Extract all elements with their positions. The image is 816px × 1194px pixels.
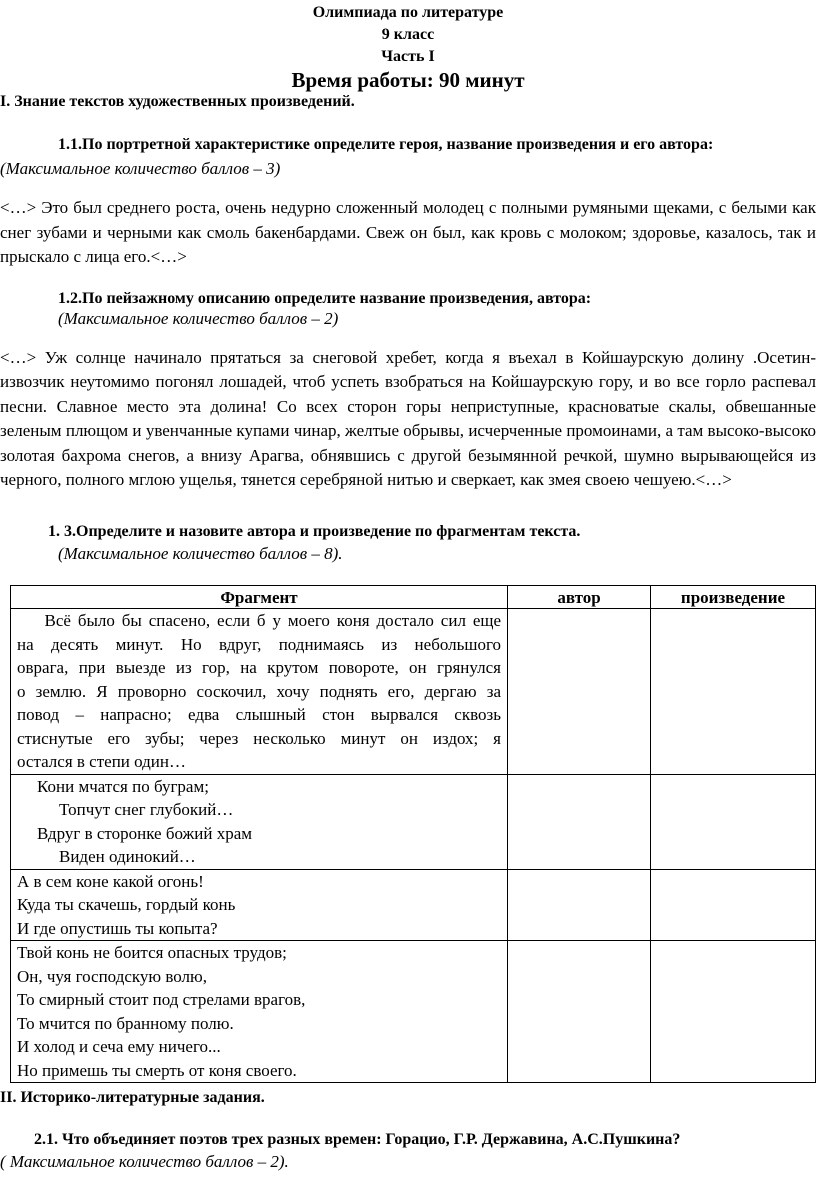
fragment-line: Кони мчатся по буграм;	[37, 776, 209, 796]
table-header-row	[11, 586, 816, 609]
fragment-line: повод – напрасно; едва слышный стон вырвался сквозь	[17, 705, 501, 724]
part-label: Часть I	[381, 48, 435, 65]
section-2-title: II. Историко-литературные задания.	[0, 1089, 265, 1106]
work-answer-cell[interactable]	[651, 869, 816, 941]
work-answer-cell[interactable]	[651, 941, 816, 1083]
author-answer-cell[interactable]	[508, 941, 651, 1083]
fragments-table	[10, 585, 816, 1083]
author-answer-cell[interactable]	[508, 609, 651, 775]
task-1-3-heading: 1. 3.Определите и назовите автора и произведение по фрагментам текста.	[48, 523, 581, 540]
fragment-line: То мчится по бранному полю.	[17, 1013, 234, 1033]
task-1-2-text: <…> Уж солнце начинало прятаться за снеговой хребет, когда я въехал в Койшаурскую долину .Осетин-извозчик неутомимо погонял лошадей, чтоб успеть взобраться на Койшаурскую гору, и во все горло распевал песни. Славное место эта долина! Со всех сторон горы неприступные, красноватые скалы, обвешанные зеленым плющом и увенчанные купами чинар, желтые обрывы, исчерченные промоинами, а там высоко-высоко золотая бахрома снегов, а внизу Арагва, обнявшись с другой безымянной речкой, шумно вырывающейся из черного, полного мглою ущелья, тянется серебряной нитью и сверкает, как змея своею чешуею.<…>	[0, 348, 816, 490]
olympiad-title: Олимпиада по литературе	[312, 4, 504, 21]
table-row	[11, 869, 816, 941]
header-fragment: Фрагмент	[11, 586, 508, 609]
fragment-line: Он, чуя господскую волю,	[17, 966, 207, 986]
fragment-cell-3	[11, 869, 508, 941]
fragment-line: оврага, при выезде из гор, на крутом повороте, он грянулся	[17, 658, 501, 677]
fragment-line: Куда ты скачешь, гордый конь	[17, 895, 236, 914]
task-1-3-points: (Максимальное количество баллов – 8).	[58, 544, 343, 563]
fragment-line: Твой конь не боится опасных трудов;	[17, 943, 287, 962]
fragment-line: Всё было бы спасено, если б у моего коня достало сил еще	[17, 611, 501, 630]
task-1-1-text: <…> Это был среднего роста, очень недурно сложенный молодец с полными румяными щеками, с белыми как снег зубами и черными как смоль бакенбардами. Свеж он был, как кровь с молоком; здоровье, казалось, так и прыскало с лица его.<…>	[0, 198, 816, 266]
task-2-1-heading: 2.1. Что объединяет поэтов трех разных времен: Горацио, Г.Р. Державина, А.С.Пушкина?	[34, 1131, 681, 1148]
table-row	[11, 774, 816, 869]
fragment-line: на десять минут. Но вдруг, поднимаясь из небольшого	[17, 634, 501, 654]
grade-label: 9 класс	[381, 26, 435, 43]
fragment-line: То смирный стоит под стрелами врагов,	[17, 990, 306, 1009]
fragment-cell-2	[11, 774, 508, 869]
fragment-line: Топчут снег глубокий…	[59, 800, 234, 819]
task-2-1-points: ( Максимальное количество баллов – 2).	[0, 1152, 289, 1171]
work-answer-cell[interactable]	[651, 774, 816, 869]
task-1-2-heading: 1.2.По пейзажному описанию определите название произведения, автора:	[58, 290, 592, 307]
section-1-title: I. Знание текстов художественных произведений.	[0, 93, 355, 110]
table-row	[11, 941, 816, 1083]
task-1-1-points: (Максимальное количество баллов – 3)	[0, 159, 281, 178]
fragment-line: Виден одинокий…	[59, 847, 196, 866]
table-row	[11, 609, 816, 775]
header-author: автор	[508, 586, 651, 609]
fragment-line: остался в степи один…	[17, 752, 186, 771]
author-answer-cell[interactable]	[508, 869, 651, 941]
fragment-line: И где опустишь ты копыта?	[17, 918, 218, 938]
fragment-line: И холод и сеча ему ничего...	[17, 1037, 221, 1056]
task-1-2-points: (Максимальное количество баллов – 2)	[58, 309, 339, 328]
fragment-line: А в сем коне какой огонь!	[17, 871, 204, 891]
fragment-cell-1	[11, 609, 508, 775]
task-1-1-heading: 1.1.По портретной характеристике определите героя, название произведения и его автора:	[58, 136, 714, 153]
time-label: Время работы: 90 минут	[291, 68, 525, 92]
work-answer-cell[interactable]	[651, 609, 816, 775]
fragment-line: Вдруг в сторонке божий храм	[37, 823, 253, 843]
fragment-line: Но примешь ты смерть от коня своего.	[17, 1060, 297, 1080]
author-answer-cell[interactable]	[508, 774, 651, 869]
fragment-cell-4	[11, 941, 508, 1083]
fragment-line: о землю. Я проворно соскочил, хочу поднять его, дергаю за	[17, 681, 501, 701]
header-work: произведение	[651, 586, 816, 609]
fragment-line: стиснутые его зубы; через несколько минут он издох; я	[17, 728, 501, 748]
